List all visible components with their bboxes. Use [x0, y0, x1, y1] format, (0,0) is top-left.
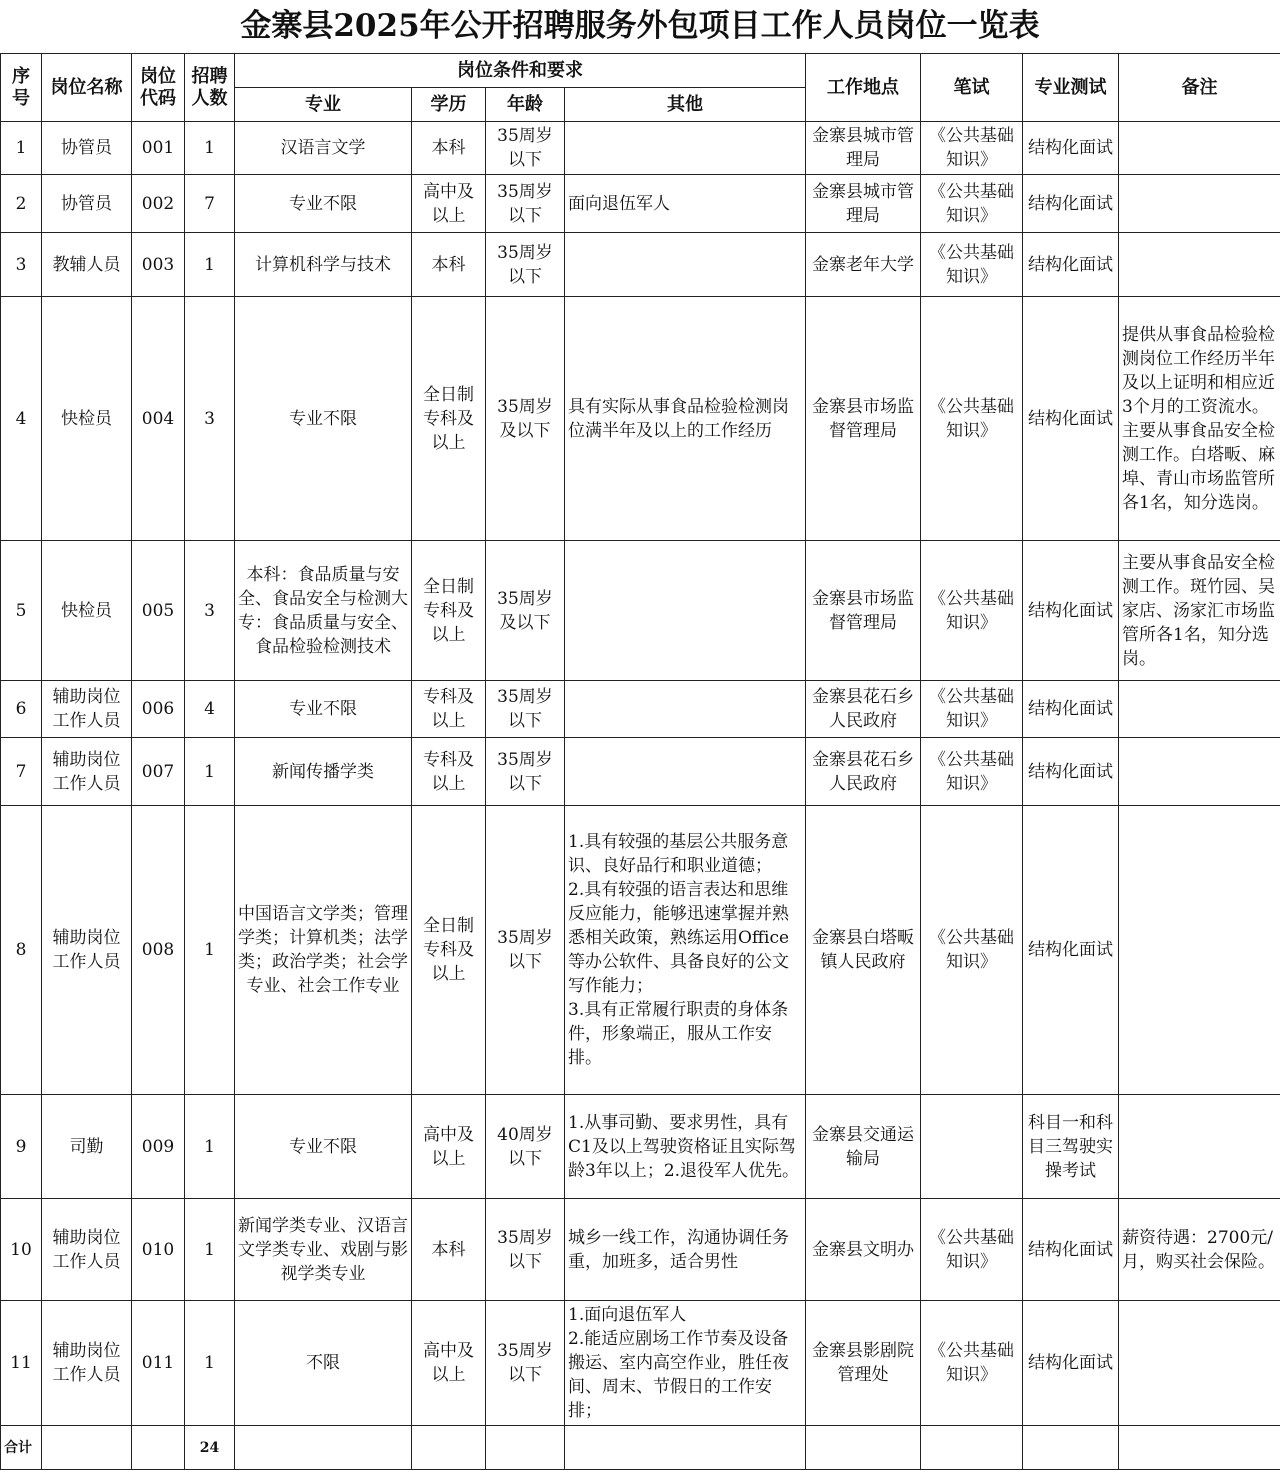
cell-remarks — [1119, 738, 1280, 806]
cell-education: 全日制专科及以上 — [412, 297, 486, 541]
cell-count: 1 — [185, 738, 235, 806]
header-position: 岗位名称 — [42, 54, 132, 122]
table-row — [1, 806, 1280, 1095]
cell-other — [565, 681, 806, 738]
cell-count: 7 — [185, 175, 235, 233]
cell-position: 快检员 — [42, 541, 132, 681]
cell-test: 结构化面试 — [1023, 175, 1119, 233]
header-conditions: 岗位条件和要求 — [235, 54, 806, 88]
cell-location: 金寨县白塔畈镇人民政府 — [806, 806, 921, 1095]
total-empty — [132, 1426, 185, 1470]
cell-major: 专业不限 — [235, 1095, 412, 1199]
cell-written — [921, 1095, 1023, 1199]
cell-count: 1 — [185, 806, 235, 1095]
cell-remarks: 提供从事食品检验检测岗位工作经历半年及以上证明和相应近3个月的工资流水。主要从事食品安全检测工作。白塔畈、麻埠、青山市场监管所各1名，知分选岗。 — [1119, 297, 1280, 541]
cell-test: 结构化面试 — [1023, 806, 1119, 1095]
cell-major: 中国语言文学类；管理学类；计算机类；法学类；政治学类；社会学专业、社会工作专业 — [235, 806, 412, 1095]
cell-age: 40周岁以下 — [486, 1095, 565, 1199]
cell-age: 35周岁及以下 — [486, 541, 565, 681]
cell-location: 金寨县花石乡人民政府 — [806, 738, 921, 806]
cell-age: 35周岁以下 — [486, 175, 565, 233]
cell-code: 011 — [132, 1301, 185, 1426]
cell-other — [565, 541, 806, 681]
header-count: 招聘人数 — [185, 54, 235, 122]
cell-other — [565, 738, 806, 806]
header-location: 工作地点 — [806, 54, 921, 122]
cell-written: 《公共基础知识》 — [921, 681, 1023, 738]
table-row — [1, 681, 1280, 738]
cell-major: 专业不限 — [235, 297, 412, 541]
cell-position: 辅助岗位工作人员 — [42, 738, 132, 806]
cell-location: 金寨县影剧院管理处 — [806, 1301, 921, 1426]
total-empty — [486, 1426, 565, 1470]
cell-count: 4 — [185, 681, 235, 738]
cell-written: 《公共基础知识》 — [921, 738, 1023, 806]
cell-major: 专业不限 — [235, 681, 412, 738]
total-empty — [1023, 1426, 1119, 1470]
cell-code: 005 — [132, 541, 185, 681]
cell-seq: 3 — [1, 233, 42, 297]
cell-test: 结构化面试 — [1023, 738, 1119, 806]
cell-age: 35周岁以下 — [486, 122, 565, 175]
cell-code: 003 — [132, 233, 185, 297]
cell-location: 金寨县交通运输局 — [806, 1095, 921, 1199]
cell-seq: 9 — [1, 1095, 42, 1199]
cell-test: 科目一和科目三驾驶实操考试 — [1023, 1095, 1119, 1199]
cell-position: 辅助岗位工作人员 — [42, 1199, 132, 1301]
cell-location: 金寨县文明办 — [806, 1199, 921, 1301]
cell-written: 《公共基础知识》 — [921, 806, 1023, 1095]
cell-other — [565, 233, 806, 297]
cell-written: 《公共基础知识》 — [921, 297, 1023, 541]
cell-remarks — [1119, 233, 1280, 297]
cell-written: 《公共基础知识》 — [921, 175, 1023, 233]
header-written: 笔试 — [921, 54, 1023, 122]
cell-major: 汉语言文学 — [235, 122, 412, 175]
cell-other: 1.具有较强的基层公共服务意识、良好品行和职业道德； 2.具有较强的语言表达和思维反应能力，能够迅速掌握并熟悉相关政策，熟练运用Office等办公软件、具备良好的公文写作能力； 3.具有正常履行职责的身体条件，形象端正，服从工作安排。 — [565, 806, 806, 1095]
table-row — [1, 1095, 1280, 1199]
cell-remarks: 主要从事食品安全检测工作。斑竹园、吴家店、汤家汇市场监管所各1名，知分选岗。 — [1119, 541, 1280, 681]
cell-location: 金寨老年大学 — [806, 233, 921, 297]
cell-written: 《公共基础知识》 — [921, 1199, 1023, 1301]
cell-code: 004 — [132, 297, 185, 541]
header-education: 学历 — [412, 88, 486, 122]
header-seq: 序号 — [1, 54, 42, 122]
cell-seq: 11 — [1, 1301, 42, 1426]
cell-test: 结构化面试 — [1023, 541, 1119, 681]
cell-count: 3 — [185, 297, 235, 541]
cell-remarks — [1119, 1095, 1280, 1199]
cell-count: 1 — [185, 1095, 235, 1199]
cell-remarks — [1119, 175, 1280, 233]
header-remarks: 备注 — [1119, 54, 1280, 122]
cell-remarks — [1119, 122, 1280, 175]
total-row — [1, 1426, 1280, 1470]
cell-education: 专科及以上 — [412, 738, 486, 806]
cell-major: 计算机科学与技术 — [235, 233, 412, 297]
table-row — [1, 738, 1280, 806]
cell-age: 35周岁以下 — [486, 1301, 565, 1426]
cell-count: 1 — [185, 1301, 235, 1426]
cell-code: 009 — [132, 1095, 185, 1199]
cell-position: 协管员 — [42, 175, 132, 233]
cell-count: 1 — [185, 122, 235, 175]
total-count: 24 — [185, 1426, 235, 1470]
cell-position: 辅助岗位工作人员 — [42, 806, 132, 1095]
cell-seq: 6 — [1, 681, 42, 738]
cell-count: 3 — [185, 541, 235, 681]
cell-count: 1 — [185, 233, 235, 297]
total-empty — [921, 1426, 1023, 1470]
cell-other — [565, 122, 806, 175]
table-row — [1, 1199, 1280, 1301]
cell-education: 全日制专科及以上 — [412, 806, 486, 1095]
cell-seq: 1 — [1, 122, 42, 175]
cell-seq: 10 — [1, 1199, 42, 1301]
cell-code: 010 — [132, 1199, 185, 1301]
total-empty — [1119, 1426, 1280, 1470]
cell-other: 具有实际从事食品检验检测岗位满半年及以上的工作经历 — [565, 297, 806, 541]
cell-seq: 4 — [1, 297, 42, 541]
cell-position: 教辅人员 — [42, 233, 132, 297]
cell-age: 35周岁以下 — [486, 738, 565, 806]
header-code: 岗位代码 — [132, 54, 185, 122]
header-other: 其他 — [565, 88, 806, 122]
cell-test: 结构化面试 — [1023, 297, 1119, 541]
cell-written: 《公共基础知识》 — [921, 541, 1023, 681]
cell-test: 结构化面试 — [1023, 1199, 1119, 1301]
total-empty — [806, 1426, 921, 1470]
cell-remarks: 薪资待遇：2700元/月，购买社会保险。 — [1119, 1199, 1280, 1301]
cell-position: 辅助岗位工作人员 — [42, 1301, 132, 1426]
cell-age: 35周岁以下 — [486, 233, 565, 297]
cell-age: 35周岁及以下 — [486, 297, 565, 541]
cell-seq: 2 — [1, 175, 42, 233]
cell-education: 高中及以上 — [412, 1095, 486, 1199]
cell-written: 《公共基础知识》 — [921, 122, 1023, 175]
cell-age: 35周岁以下 — [486, 806, 565, 1095]
cell-seq: 5 — [1, 541, 42, 681]
cell-location: 金寨县花石乡人民政府 — [806, 681, 921, 738]
total-empty — [565, 1426, 806, 1470]
cell-remarks — [1119, 681, 1280, 738]
table-row — [1, 541, 1280, 681]
positions-table — [0, 53, 1280, 1470]
header-major: 专业 — [235, 88, 412, 122]
cell-location: 金寨县市场监督管理局 — [806, 541, 921, 681]
table-row — [1, 122, 1280, 175]
cell-code: 006 — [132, 681, 185, 738]
total-empty — [42, 1426, 132, 1470]
cell-major: 本科：食品质量与安全、食品安全与检测大专：食品质量与安全、食品检验检测技术 — [235, 541, 412, 681]
cell-test: 结构化面试 — [1023, 122, 1119, 175]
cell-written: 《公共基础知识》 — [921, 1301, 1023, 1426]
cell-age: 35周岁以下 — [486, 1199, 565, 1301]
cell-seq: 7 — [1, 738, 42, 806]
cell-remarks — [1119, 1301, 1280, 1426]
cell-education: 高中及以上 — [412, 175, 486, 233]
cell-education: 本科 — [412, 122, 486, 175]
header-age: 年龄 — [486, 88, 565, 122]
cell-other: 1.从事司勤、要求男性，具有C1及以上驾驶资格证且实际驾龄3年以上；2.退役军人优先。 — [565, 1095, 806, 1199]
cell-seq: 8 — [1, 806, 42, 1095]
cell-remarks — [1119, 806, 1280, 1095]
total-label: 合计 — [1, 1426, 42, 1470]
header-test: 专业测试 — [1023, 54, 1119, 122]
cell-test: 结构化面试 — [1023, 1301, 1119, 1426]
cell-location: 金寨县城市管理局 — [806, 175, 921, 233]
cell-other: 1.面向退伍军人 2.能适应剧场工作节奏及设备搬运、室内高空作业，胜任夜间、周末、节假日的工作安排； — [565, 1301, 806, 1426]
cell-written: 《公共基础知识》 — [921, 233, 1023, 297]
cell-test: 结构化面试 — [1023, 681, 1119, 738]
cell-major: 不限 — [235, 1301, 412, 1426]
cell-count: 1 — [185, 1199, 235, 1301]
cell-test: 结构化面试 — [1023, 233, 1119, 297]
cell-other: 面向退伍军人 — [565, 175, 806, 233]
cell-education: 全日制专科及以上 — [412, 541, 486, 681]
table-row — [1, 297, 1280, 541]
cell-other: 城乡一线工作，沟通协调任务重，加班多，适合男性 — [565, 1199, 806, 1301]
cell-position: 司勤 — [42, 1095, 132, 1199]
table-row — [1, 175, 1280, 233]
total-empty — [235, 1426, 412, 1470]
cell-location: 金寨县城市管理局 — [806, 122, 921, 175]
cell-major: 专业不限 — [235, 175, 412, 233]
total-empty — [412, 1426, 486, 1470]
cell-code: 002 — [132, 175, 185, 233]
cell-education: 本科 — [412, 233, 486, 297]
cell-age: 35周岁以下 — [486, 681, 565, 738]
cell-location: 金寨县市场监督管理局 — [806, 297, 921, 541]
cell-education: 高中及以上 — [412, 1301, 486, 1426]
cell-education: 本科 — [412, 1199, 486, 1301]
cell-position: 辅助岗位工作人员 — [42, 681, 132, 738]
cell-position: 协管员 — [42, 122, 132, 175]
cell-major: 新闻传播学类 — [235, 738, 412, 806]
cell-position: 快检员 — [42, 297, 132, 541]
cell-code: 007 — [132, 738, 185, 806]
cell-code: 001 — [132, 122, 185, 175]
cell-major: 新闻学类专业、汉语言文学类专业、戏剧与影视学类专业 — [235, 1199, 412, 1301]
cell-code: 008 — [132, 806, 185, 1095]
table-row — [1, 1301, 1280, 1426]
cell-education: 专科及以上 — [412, 681, 486, 738]
page-title: 金寨县2025年公开招聘服务外包项目工作人员岗位一览表 — [0, 0, 1280, 52]
table-row — [1, 233, 1280, 297]
